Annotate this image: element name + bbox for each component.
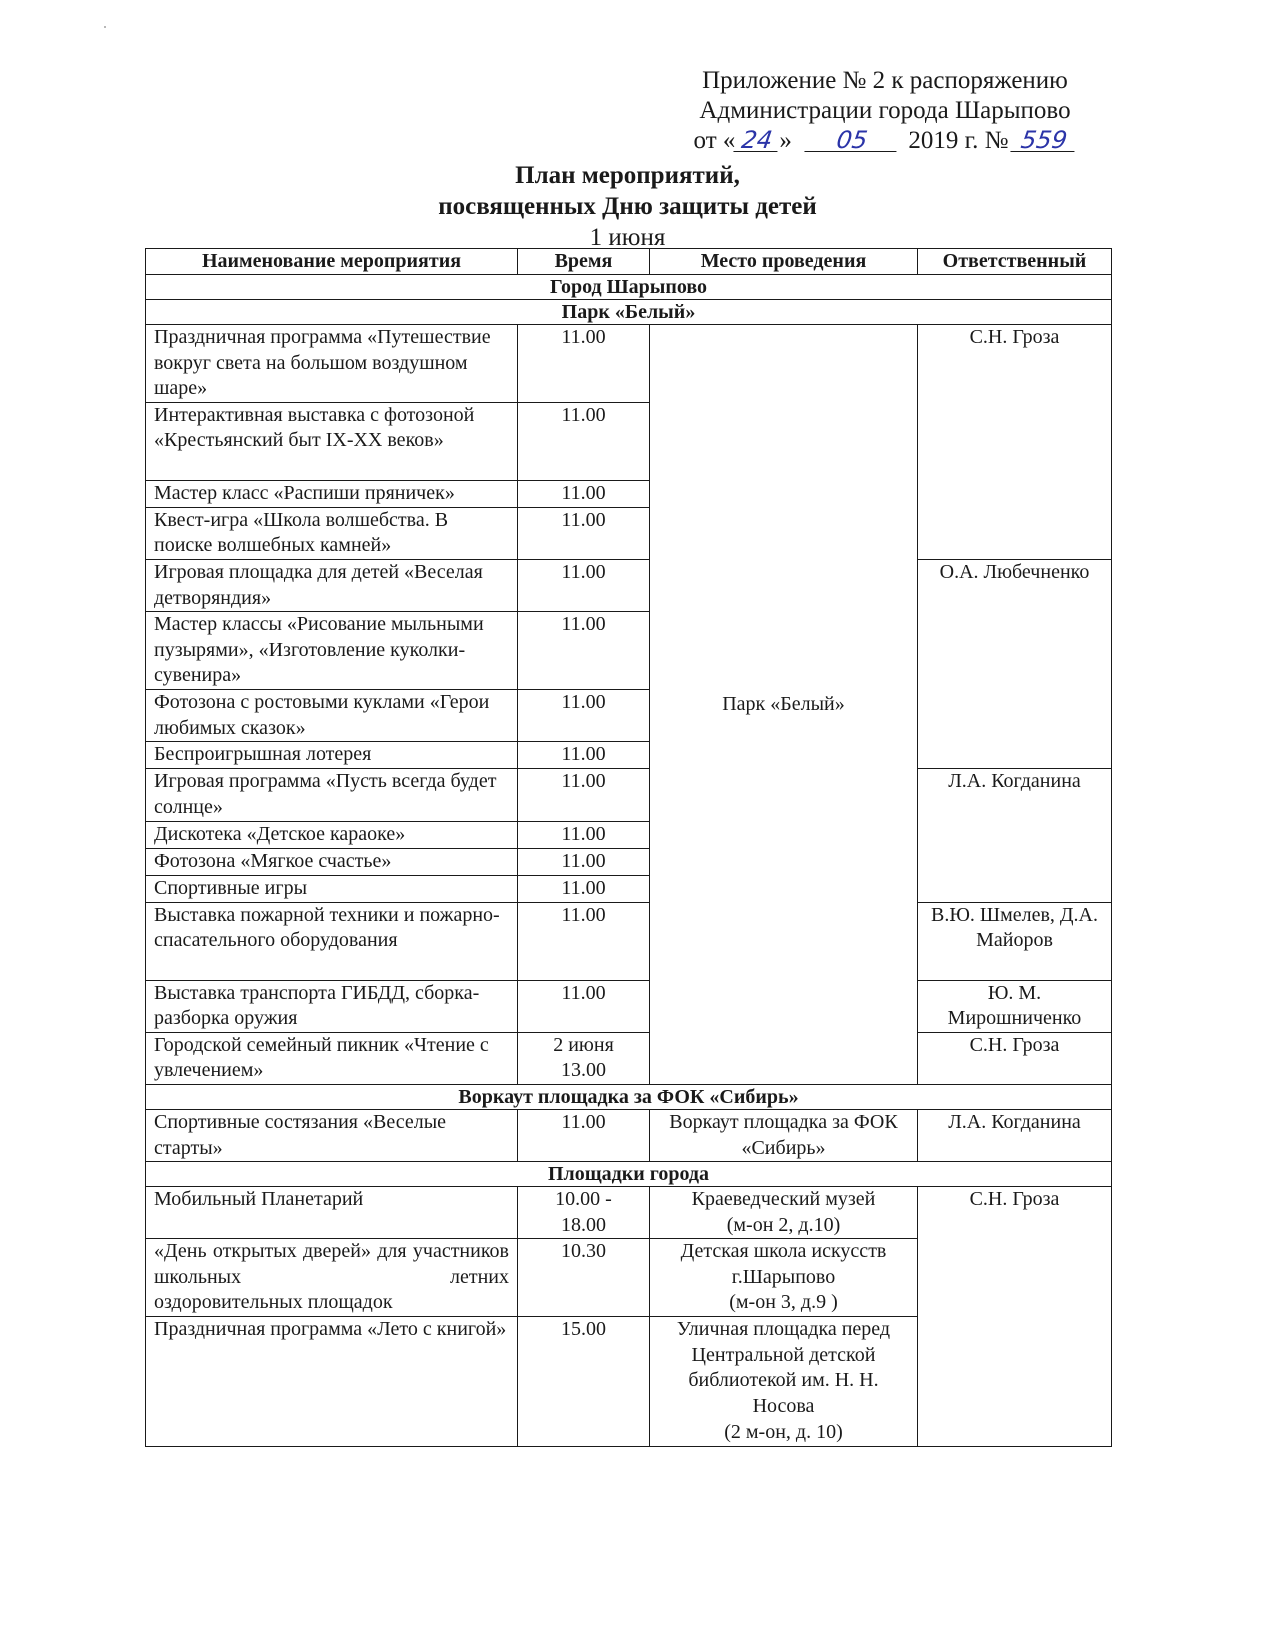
event-name: Праздничная программа «Лето с книгой»	[146, 1317, 518, 1447]
header-responsible: Ответственный	[918, 249, 1112, 275]
event-name: Мастер классы «Рисование мыльными пузырями», «Изготовление куколки-сувенира»	[146, 612, 518, 690]
event-time	[518, 1032, 650, 1084]
scan-speck	[104, 26, 106, 28]
event-time: 11.00	[518, 821, 650, 848]
event-name: Дискотека «Детское караоке»	[146, 821, 518, 848]
event-time: 11.00	[518, 742, 650, 769]
event-time-value: 13.00	[561, 1059, 606, 1082]
table-row	[146, 769, 1112, 821]
annex-quote-close: »	[779, 127, 792, 154]
event-place: Парк «Белый»	[650, 325, 918, 1085]
event-place: Воркаут площадка за ФОК «Сибирь»	[650, 1109, 918, 1161]
section-heading-city-venues: Площадки города	[146, 1162, 1112, 1187]
event-name: Выставка транспорта ГИБДД, сборка-разборка оружия	[146, 980, 518, 1032]
event-name: Игровая площадка для детей «Веселая детворяндия»	[146, 559, 518, 611]
event-name: Спортивные игры	[146, 875, 518, 902]
event-responsible: С.Н. Гроза	[918, 325, 1112, 560]
event-name: Фотозона «Мягкое счастье»	[146, 848, 518, 875]
event-time: 11.00	[518, 848, 650, 875]
event-time: 10.00 - 18.00	[518, 1187, 650, 1239]
header-place: Место проведения	[650, 249, 918, 275]
event-place	[650, 1187, 918, 1239]
header-time: Время	[518, 249, 650, 275]
section-heading-park: Парк «Белый»	[146, 300, 1112, 325]
event-name: Интерактивная выставка с фотозоной «Крестьянский быт IX-XX веков»	[146, 402, 518, 480]
city-heading-row	[146, 275, 1112, 300]
place-name: Детская школа искусств	[680, 1240, 887, 1263]
table-row	[146, 559, 1112, 611]
event-date: 2 июня	[553, 1033, 614, 1056]
event-name: Фотозона с ростовыми куклами «Герои любимых сказок»	[146, 690, 518, 742]
table-row	[146, 902, 1112, 980]
event-time: 11.00	[518, 902, 650, 980]
event-name: Игровая программа «Пусть всегда будет солнце»	[146, 769, 518, 821]
event-time: 11.00	[518, 559, 650, 611]
table-row	[146, 1109, 1112, 1161]
event-time: 11.00	[518, 690, 650, 742]
event-name-line: оздоровительных площадок	[154, 1291, 393, 1314]
event-time: 11.00	[518, 1109, 650, 1161]
event-time: 11.00	[518, 875, 650, 902]
place-address: (2 м-он, д. 10)	[724, 1420, 843, 1443]
title-line-1: План мероприятий,	[515, 162, 740, 189]
table-row	[146, 325, 1112, 403]
place-address: (м-он 3, д.9 )	[729, 1291, 838, 1314]
handwritten-month: 05	[805, 129, 900, 152]
event-time: 15.00	[518, 1317, 650, 1447]
place-name: Уличная площадка перед Центральной детской библиотекой им. Н. Н. Носова	[676, 1318, 891, 1418]
place-address: (м-он 2, д.10)	[726, 1213, 841, 1236]
annex-line-2: Администрации города Шарыпово	[699, 97, 1071, 124]
section-heading-row	[146, 300, 1112, 325]
title-line-2: посвященных Дню защиты детей	[438, 193, 817, 220]
event-time: 11.00	[518, 402, 650, 480]
event-time: 11.00	[518, 980, 650, 1032]
event-name: Городской семейный пикник «Чтение с увлечением»	[146, 1032, 518, 1084]
handwritten-day: 24	[734, 129, 781, 152]
annex-year: 2019 г. №	[908, 127, 1009, 154]
table-header-row	[146, 249, 1112, 275]
place-city: г.Шарыпово	[731, 1265, 836, 1288]
section-heading-workout: Воркаут площадка за ФОК «Сибирь»	[146, 1084, 1112, 1109]
event-name	[146, 1239, 518, 1317]
annex-from-prefix: от «	[693, 127, 736, 154]
annex-header	[650, 66, 1120, 156]
city-heading: Город Шарыпово	[146, 275, 1112, 300]
document-title	[145, 160, 1110, 253]
event-responsible: С.Н. Гроза	[918, 1032, 1112, 1084]
section-heading-row	[146, 1162, 1112, 1187]
event-place	[650, 1317, 918, 1447]
event-name: Спортивные состязания «Веселые старты»	[146, 1109, 518, 1161]
events-table	[145, 248, 1112, 1447]
event-responsible: О.А. Любечненко	[918, 559, 1112, 768]
event-responsible: С.Н. Гроза	[918, 1187, 1112, 1447]
event-time: 11.00	[518, 769, 650, 821]
event-name: Беспроигрышная лотерея	[146, 742, 518, 769]
event-time: 11.00	[518, 612, 650, 690]
event-name: Мобильный Планетарий	[146, 1187, 518, 1239]
event-place	[650, 1239, 918, 1317]
event-name: Выставка пожарной техники и пожарно-спасательного оборудования	[146, 902, 518, 980]
title-date: 1 июня	[589, 224, 666, 251]
event-responsible: Л.А. Когданина	[918, 769, 1112, 902]
event-responsible: Ю. М. Мирошниченко	[918, 980, 1112, 1032]
header-event-name: Наименование мероприятия	[146, 249, 518, 275]
event-responsible: Л.А. Когданина	[918, 1109, 1112, 1161]
annex-line-1: Приложение № 2 к распоряжению	[702, 67, 1068, 94]
event-name: Квест-игра «Школа волшебства. В поиске волшебных камней»	[146, 507, 518, 559]
event-responsible: В.Ю. Шмелев, Д.А. Майоров	[918, 902, 1112, 980]
annex-line-3	[650, 126, 1120, 156]
table-row	[146, 1032, 1112, 1084]
event-time: 11.00	[518, 507, 650, 559]
table-row	[146, 980, 1112, 1032]
event-name: Мастер класс «Распиши пряничек»	[146, 480, 518, 507]
event-time: 11.00	[518, 480, 650, 507]
table-row	[146, 1187, 1112, 1239]
place-name: Краеведческий музей	[691, 1188, 876, 1211]
handwritten-order-number: 559	[1011, 129, 1078, 152]
event-name: Праздничная программа «Путешествие вокруг света на большом воздушном шаре»	[146, 325, 518, 403]
section-heading-row	[146, 1084, 1112, 1109]
event-time: 11.00	[518, 325, 650, 403]
event-time: 10.30	[518, 1239, 650, 1317]
event-name-line: «День открытых дверей» для участников школьных летних	[154, 1240, 509, 1288]
